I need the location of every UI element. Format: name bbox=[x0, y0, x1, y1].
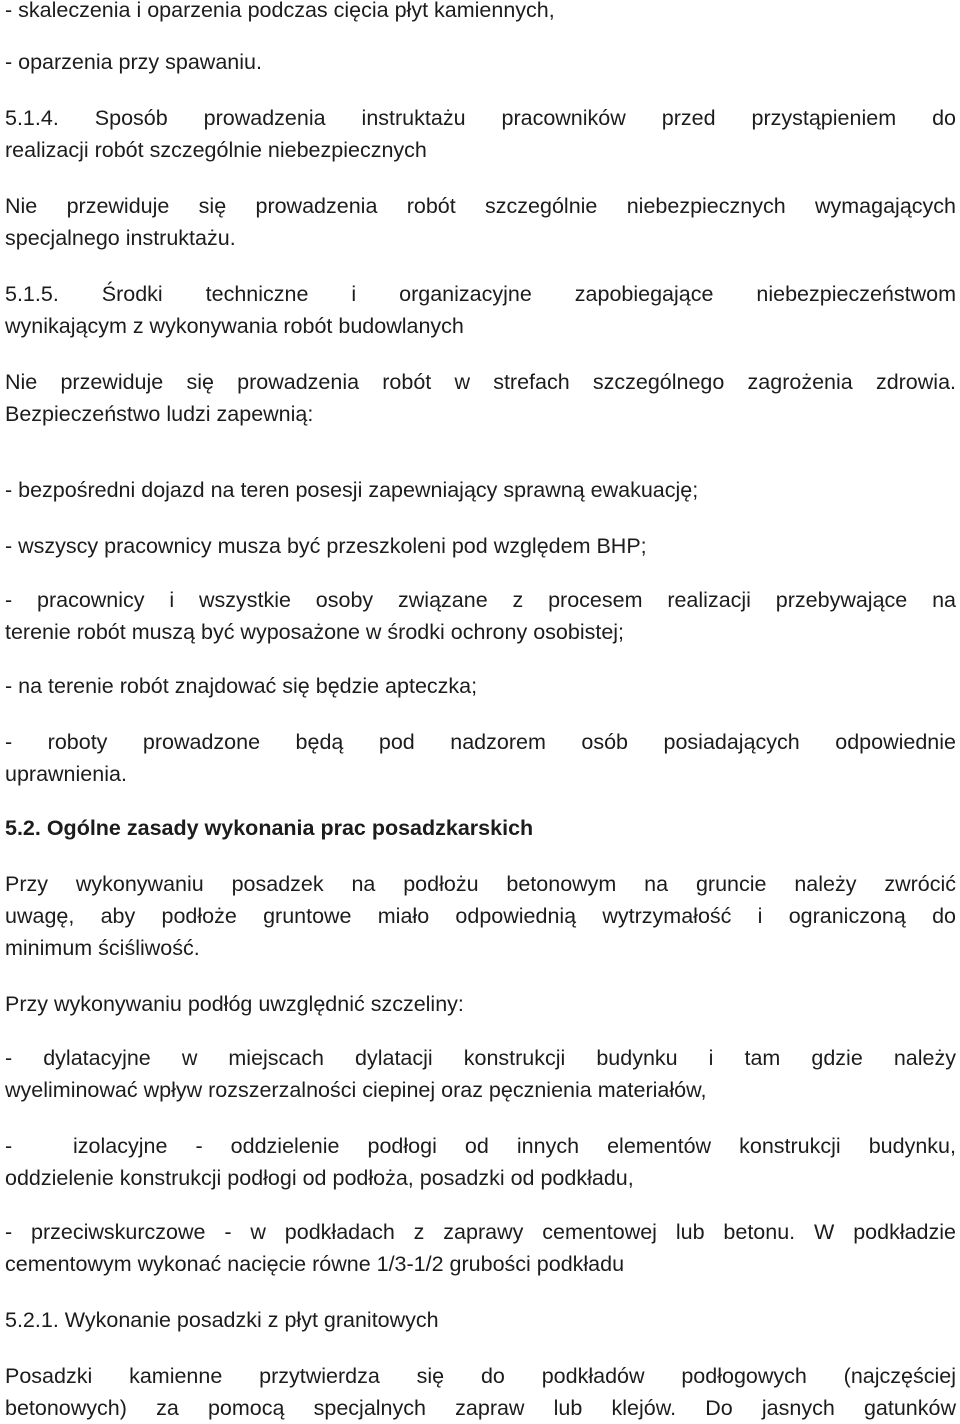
text-line-content: izolacyjne - oddzielenie podłogi od innych elementów konstrukcji budynku, bbox=[73, 1134, 956, 1158]
text-line: Nie przewiduje się prowadzenia robót szczególnie niebezpiecznych wymagających bbox=[5, 194, 956, 218]
text-line: Przy wykonywaniu podłóg uwzględnić szczeliny: bbox=[5, 992, 464, 1016]
text-line: wyeliminować wpływ rozszerzalności ciepinej oraz pęcznienia materiałów, bbox=[5, 1078, 707, 1102]
text-line: - wszyscy pracownicy musza być przeszkoleni pod względem BHP; bbox=[5, 534, 647, 558]
list-item-cuts-burns bbox=[5, 0, 956, 26]
text-line: realizacji robót szczególnie niebezpiecznych bbox=[5, 138, 427, 162]
text-line bbox=[5, 1130, 956, 1162]
text-line: 5.1.4. Sposób prowadzenia instruktażu pracowników przed przystąpieniem do bbox=[5, 106, 956, 130]
section-heading-5-2 bbox=[5, 812, 956, 844]
text-line: Przy wykonywaniu posadzek na podłożu betonowym na gruncie należy zwrócić bbox=[5, 872, 956, 896]
text-line: - dylatacyjne w miejscach dylatacji konstrukcji budynku i tam gdzie należy bbox=[5, 1046, 956, 1070]
text-line: - na terenie robót znajdować się będzie apteczka; bbox=[5, 674, 478, 698]
text-line: Nie przewiduje się prowadzenia robót w strefach szczególnego zagrożenia zdrowia. bbox=[5, 370, 956, 394]
section-heading-5-1-5 bbox=[5, 278, 956, 342]
list-item-supervision bbox=[5, 726, 956, 790]
list-item-isolation-joints bbox=[5, 1130, 956, 1194]
text-line: 5.2. Ogólne zasady wykonania prac posadzkarskich bbox=[5, 816, 534, 840]
text-line: - bezpośredni dojazd na teren posesji zapewniający sprawną ewakuację; bbox=[5, 478, 699, 502]
text-line: Posadzki kamienne przytwierdza się do podkładów podłogowych (najczęściej bbox=[5, 1364, 956, 1388]
text-line: - pracownicy i wszystkie osoby związane z procesem realizacji przebywające na bbox=[5, 588, 956, 612]
text-line: oddzielenie konstrukcji podłogi od podłoża, posadzki od podkładu, bbox=[5, 1166, 634, 1190]
list-item-bhp-training bbox=[5, 530, 956, 562]
list-item-first-aid-kit bbox=[5, 670, 956, 702]
text-line: betonowych) za pomocą specjalnych zapraw lub klejów. Do jasnych gatunków bbox=[5, 1396, 956, 1420]
text-line: 5.2.1. Wykonanie posadzki z płyt granitowych bbox=[5, 1308, 439, 1332]
paragraph-no-dangerous-works bbox=[5, 190, 956, 254]
text-line: Bezpieczeństwo ludzi zapewnią: bbox=[5, 402, 314, 426]
paragraph-stone-floors bbox=[5, 1360, 956, 1424]
list-dash: - bbox=[5, 1134, 13, 1158]
section-heading-5-2-1 bbox=[5, 1304, 956, 1336]
list-item-protective-equipment bbox=[5, 584, 956, 648]
paragraph-joints-intro bbox=[5, 988, 956, 1020]
text-line: wynikającym z wykonywania robót budowlanych bbox=[5, 314, 464, 338]
text-line: cementowym wykonać nacięcie równe 1/3-1/2 grubości podkładu bbox=[5, 1252, 625, 1276]
paragraph-substrate bbox=[5, 868, 956, 964]
text-line: - roboty prowadzone będą pod nadzorem osób posiadających odpowiednie bbox=[5, 730, 956, 754]
text-line: uwagę, aby podłoże gruntowe miało odpowiednią wytrzymałość i ograniczoną do bbox=[5, 904, 956, 928]
text-line: - skaleczenia i oparzenia podczas cięcia płyt kamiennych, bbox=[5, 0, 555, 22]
text-line: specjalnego instruktażu. bbox=[5, 226, 236, 250]
list-item-welding-burns bbox=[5, 46, 956, 78]
text-line: - przeciwskurczowe - w podkładach z zaprawy cementowej lub betonu. W podkładzie bbox=[5, 1220, 956, 1244]
list-item-shrinkage-joints bbox=[5, 1216, 956, 1280]
text-line: uprawnienia. bbox=[5, 762, 127, 786]
list-item-direct-access bbox=[5, 474, 956, 506]
text-line: 5.1.5. Środki techniczne i organizacyjne zapobiegające niebezpieczeństwom bbox=[5, 282, 956, 306]
text-line: minimum ściśliwość. bbox=[5, 936, 200, 960]
text-line: - oparzenia przy spawaniu. bbox=[5, 50, 262, 74]
text-line: terenie robót muszą być wyposażone w środki ochrony osobistej; bbox=[5, 620, 625, 644]
paragraph-safety-intro bbox=[5, 366, 956, 430]
section-heading-5-1-4 bbox=[5, 102, 956, 166]
list-item-expansion-joints bbox=[5, 1042, 956, 1106]
